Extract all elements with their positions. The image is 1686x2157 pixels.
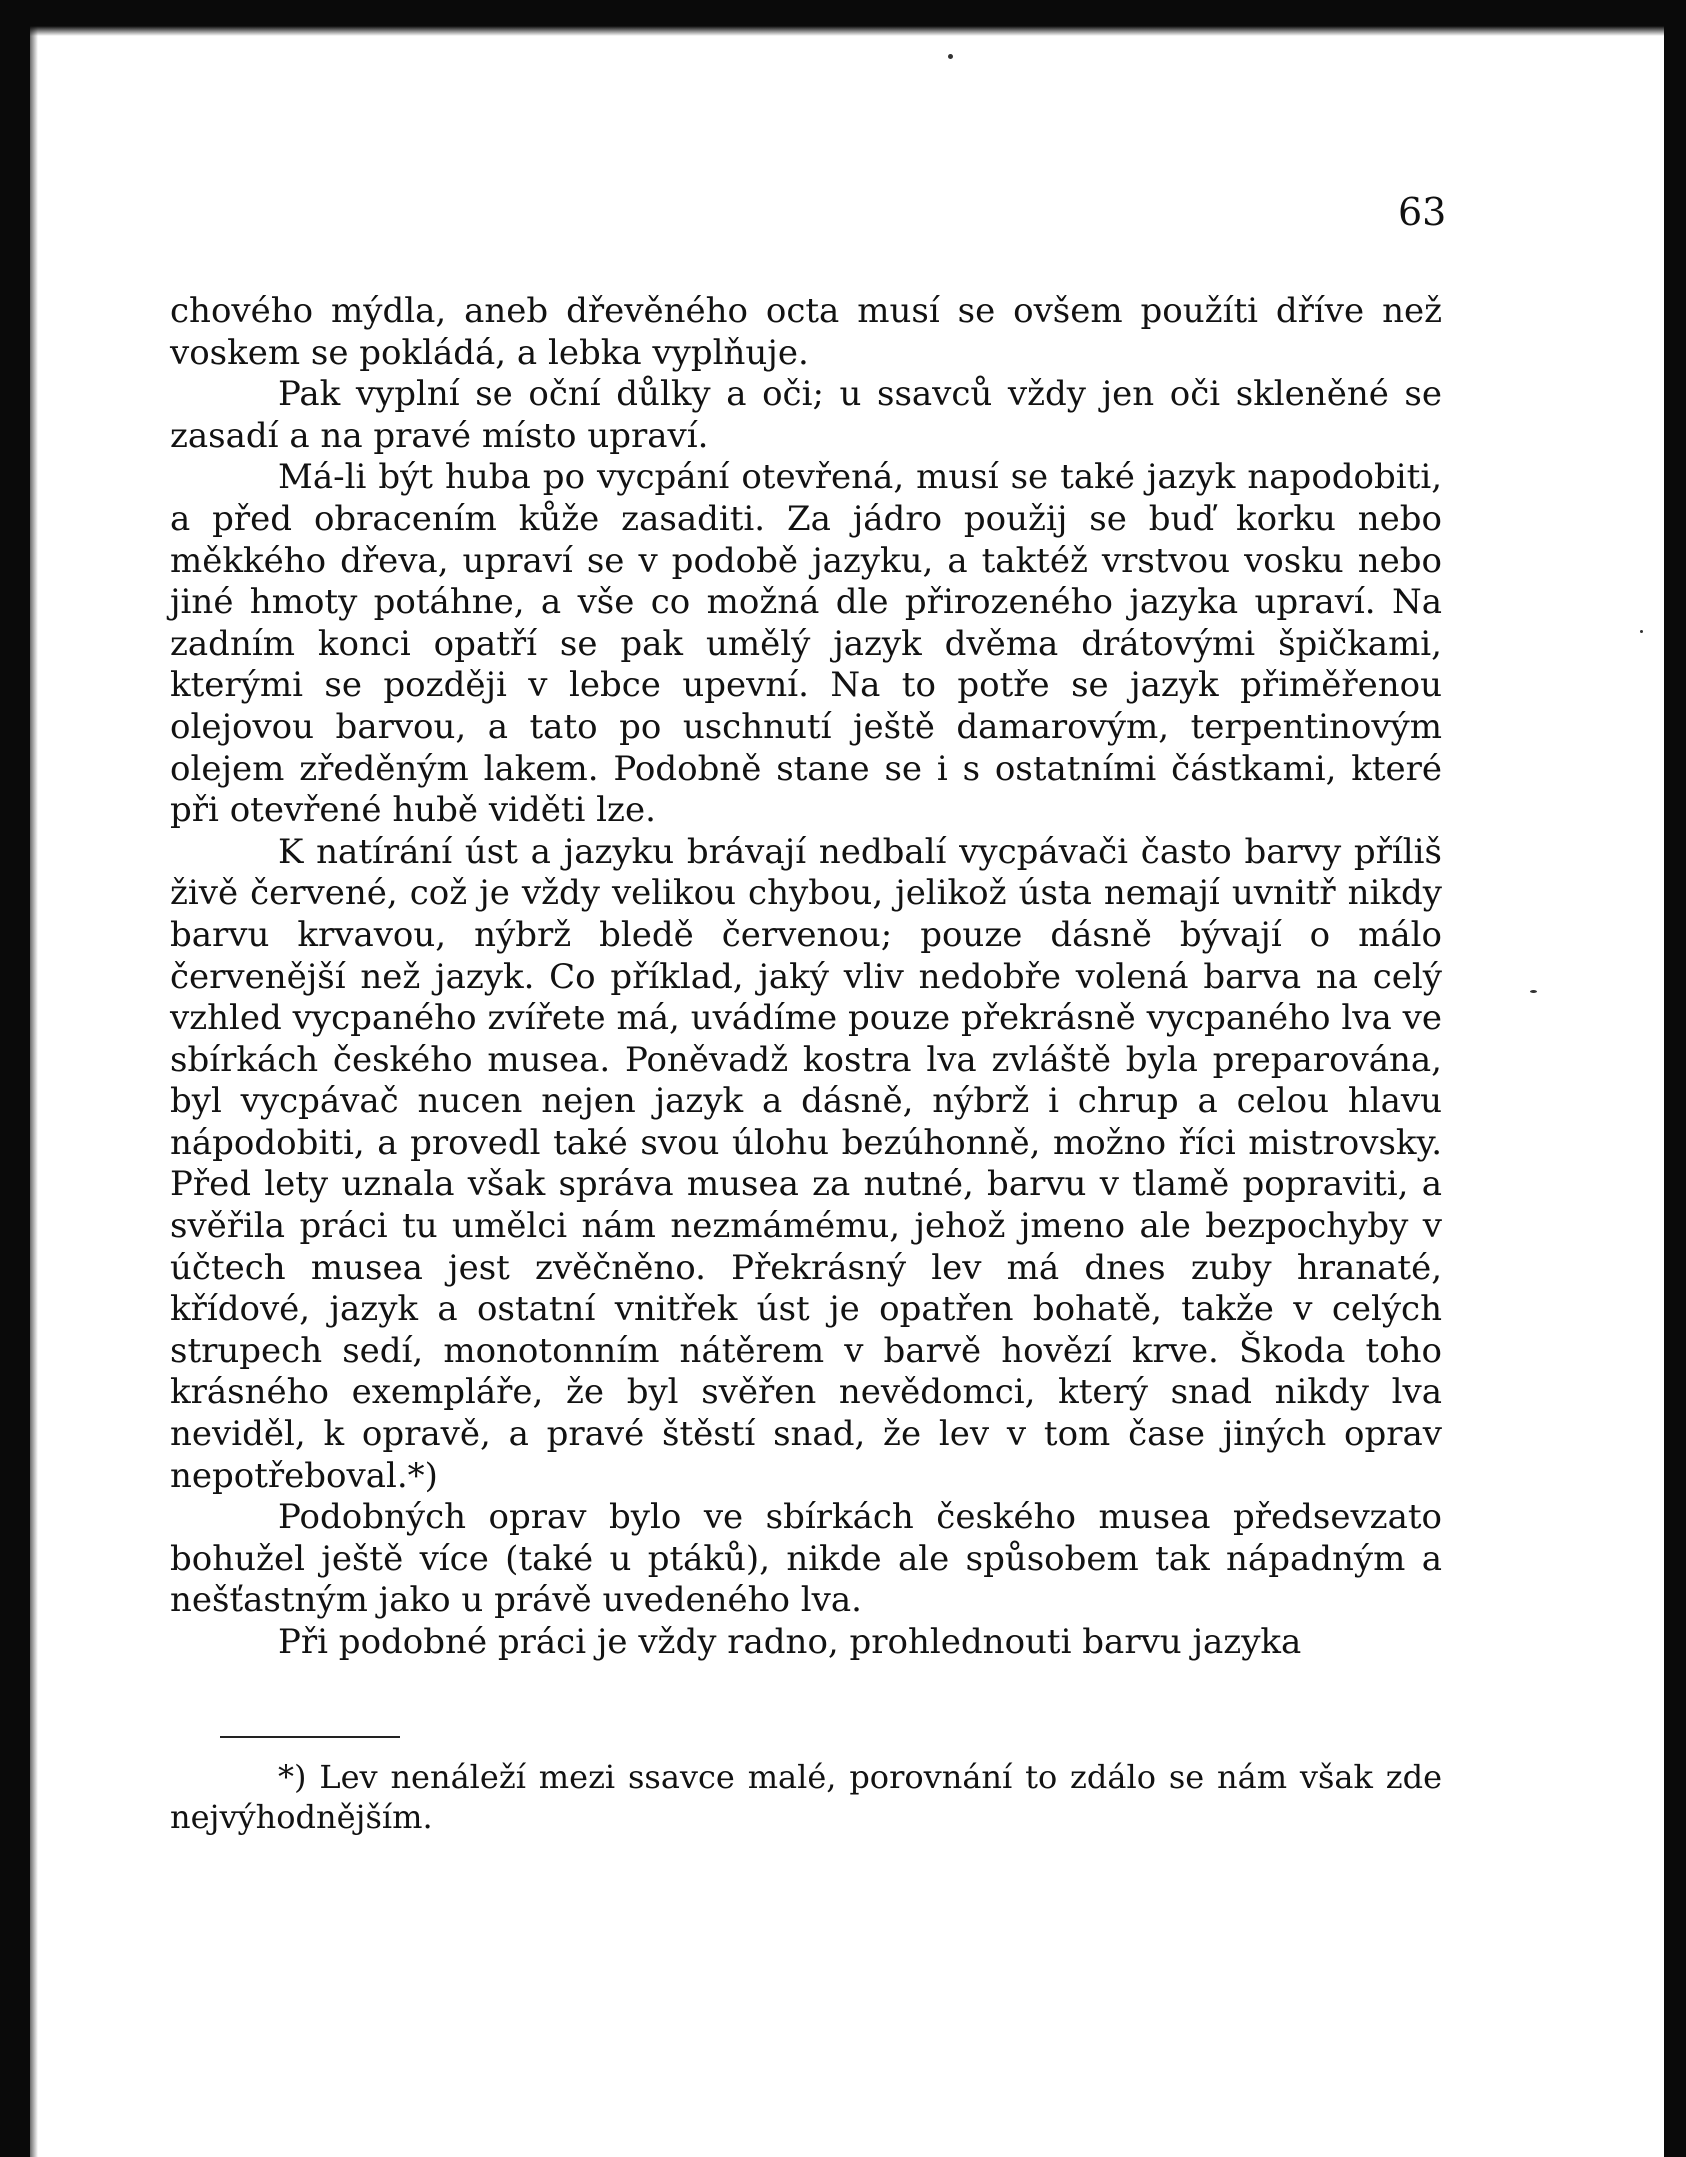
footnote: *) Lev nenáleží mezi ssavce malé, porovnání to zdálo se nám však zde nejvýhodnějším. <box>170 1758 1442 1836</box>
paragraph-continued: chového mýdla, aneb dřevěného octa musí se ovšem použíti dříve než voskem se pokládá, a lebka vyplňuje. <box>170 291 1442 373</box>
scan-left-shadow <box>30 26 38 2157</box>
footnote-divider <box>220 1736 400 1738</box>
page-number: 63 <box>1398 190 1447 234</box>
scan-speck <box>1640 630 1643 633</box>
paragraph-closing: Při podobné práci je vždy radno, prohlednouti barvu jazyka <box>278 1622 1302 1662</box>
scan-top-shadow <box>0 26 1686 36</box>
paragraph-repairs: Podobných oprav bylo ve sbírkách českého musea předsevzato bohužel ještě více (také u ptáků), nikde ale spůsobem tak nápadným a nešťastným jako u právě uvedeného lva. <box>170 1497 1442 1621</box>
scan-speck <box>948 54 953 59</box>
paragraph-eye-sockets: Pak vyplní se oční důlky a oči; u ssavců vždy jen oči skleněné se zasadí a na pravé místo upraví. <box>170 374 1442 456</box>
body-text <box>170 291 1442 1664</box>
paragraph-tongue: Má-li být huba po vycpání otevřená, musí se také jazyk napodobiti, a před obracením kůže zasaditi. Za jádro použij se buď korku nebo měkkého dřeva, upraví se v podobě jazyku, a taktéž vrstvou vosku nebo jiné hmoty potáhne, a vše co možná dle přirozeného jazyka upraví. Na zadním konci opatří se pak umělý jazyk dvěma drátovými špičkami, kterými se později v lebce upevní. Na to potře se jazyk přiměřenou olejovou barvou, a tato po uschnutí ještě damarovým, terpentinovým olejem zředěným lakem. Podobně stane se i s ostatními částkami, které při otevřené hubě viděti lze. <box>170 457 1442 831</box>
scan-speck <box>1530 990 1537 993</box>
paragraph-mouth-colour: K natírání úst a jazyku brávají nedbalí vycpávači často barvy příliš živě červené, což je vždy velikou chybou, jelikož ústa nemají uvnitř nikdy barvu krvavou, nýbrž bledě červenou; pouze dásně bývají o málo červenější než jazyk. Co příklad, jaký vliv nedobře volená barva na celý vzhled vycpaného zvířete má, uvádíme pouze překrásně vycpaného lva ve sbírkách českého musea. Poněvadž kostra lva zvláště byla preparována, byl vycpávač nucen nejen jazyk a dásně, nýbrž i chrup a celou hlavu nápodobiti, a provedl také svou úlohu bezúhonně, možno říci mistrovsky. Před lety uznala však správa musea za nutné, barvu v tlamě popraviti, a svěřila práci tu umělci nám nezmámému, jehož jmeno ale bezpochyby v účtech musea jest zvěčněno. Překrásný lev má dnes zuby hranaté, křídové, jazyk a ostatní vnitřek úst je opatřen bohatě, takže v celých strupech sedí, monotonním nátěrem v barvě hovězí krve. Škoda toho krásného exempláře, že byl svěřen nevědomci, který snad nikdy lva neviděl, k opravě, a pravé štěstí snad, že lev v tom čase jiných oprav nepotřeboval.*) <box>170 831 1442 1496</box>
